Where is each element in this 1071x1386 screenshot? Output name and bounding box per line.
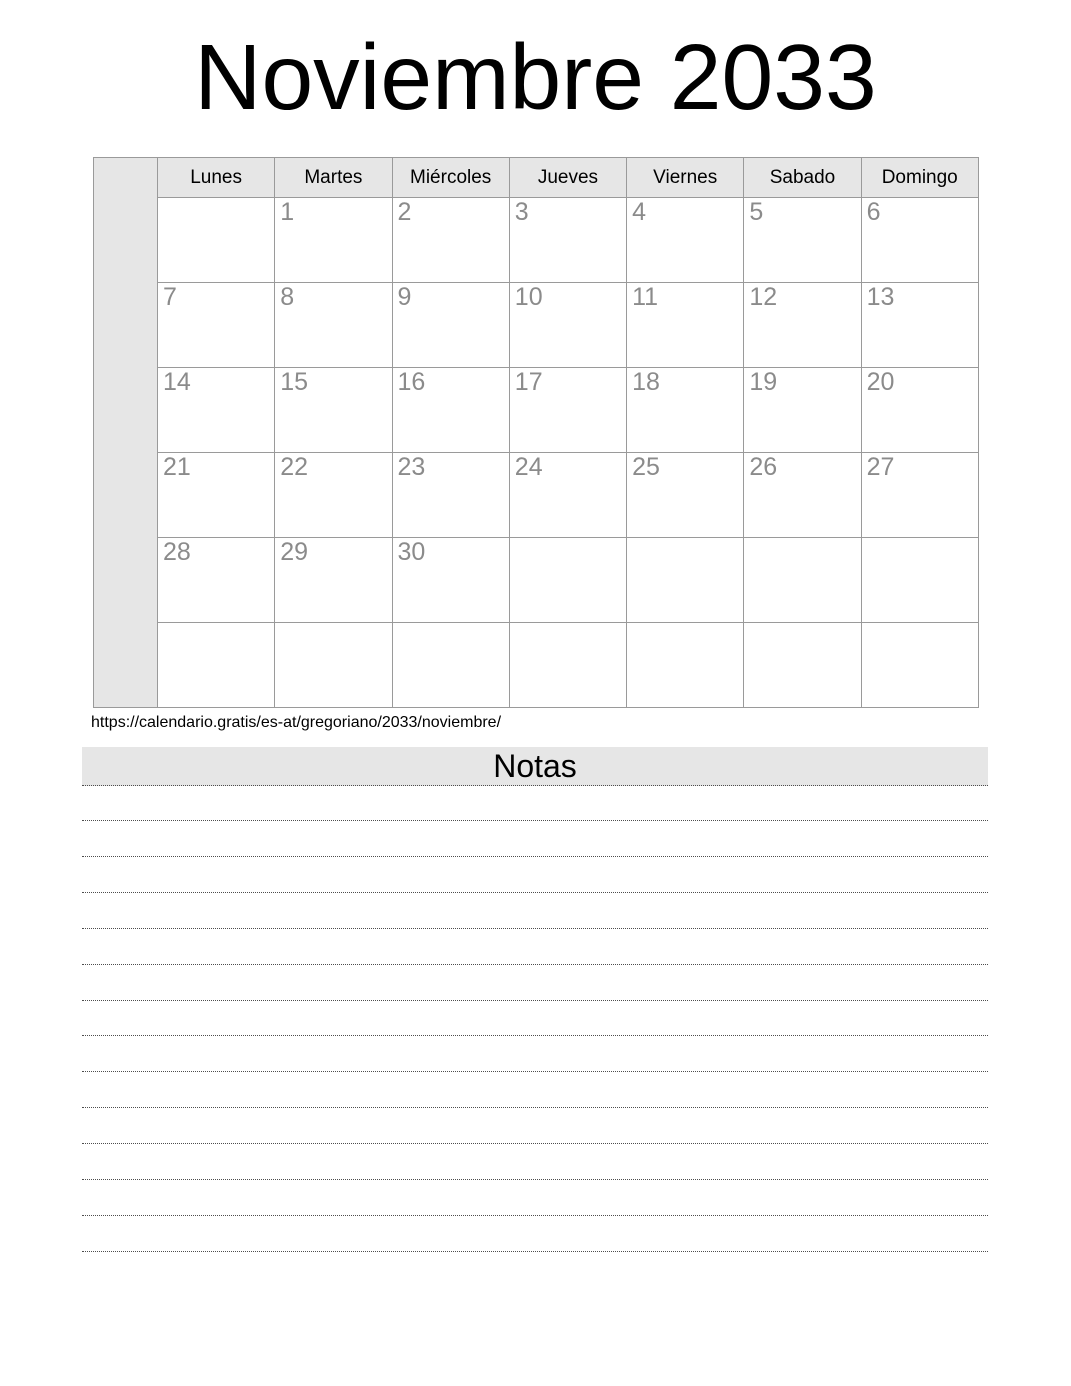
weekday-header-row (94, 158, 979, 198)
calendar-day-6: 6 (861, 198, 978, 283)
calendar-empty-cell (861, 623, 978, 708)
note-line-3 (82, 892, 988, 893)
weekday-header-7: Domingo (861, 158, 978, 198)
calendar-day-24: 24 (509, 453, 626, 538)
calendar-day-10: 10 (509, 283, 626, 368)
note-line-12 (82, 1215, 988, 1216)
calendar-day-19: 19 (744, 368, 861, 453)
calendar-day-21: 21 (158, 453, 275, 538)
calendar-day-12: 12 (744, 283, 861, 368)
calendar-empty-cell (275, 623, 392, 708)
note-line-10 (82, 1143, 988, 1144)
calendar-day-22: 22 (275, 453, 392, 538)
calendar-week-row-1 (94, 198, 979, 283)
calendar-gutter (94, 158, 158, 708)
weekday-header-6: Sabado (744, 158, 861, 198)
notes-title: Notas (493, 748, 577, 784)
note-line-1 (82, 820, 988, 821)
calendar-empty-cell (158, 623, 275, 708)
calendar-day-15: 15 (275, 368, 392, 453)
source-url-text: https://calendario.gratis/es-at/gregoriano/2033/noviembre/ (91, 714, 502, 731)
calendar-day-2: 2 (392, 198, 509, 283)
calendar-day-11: 11 (627, 283, 744, 368)
calendar-day-30: 30 (392, 538, 509, 623)
calendar-empty-cell (158, 198, 275, 283)
calendar-day-14: 14 (158, 368, 275, 453)
note-line-7 (82, 1035, 988, 1036)
weekday-header-5: Viernes (627, 158, 744, 198)
weekday-header-1: Lunes (158, 158, 275, 198)
calendar-day-16: 16 (392, 368, 509, 453)
note-line-8 (82, 1071, 988, 1072)
calendar-empty-cell (861, 538, 978, 623)
calendar-day-23: 23 (392, 453, 509, 538)
weekday-header-2: Martes (275, 158, 392, 198)
calendar-day-13: 13 (861, 283, 978, 368)
calendar-day-3: 3 (509, 198, 626, 283)
calendar-week-row-4 (94, 453, 979, 538)
calendar-empty-cell (627, 538, 744, 623)
calendar-day-17: 17 (509, 368, 626, 453)
calendar-day-28: 28 (158, 538, 275, 623)
note-line-9 (82, 1107, 988, 1108)
calendar-day-25: 25 (627, 453, 744, 538)
calendar-empty-cell (509, 538, 626, 623)
calendar-day-20: 20 (861, 368, 978, 453)
calendar-week-row-5 (94, 538, 979, 623)
calendar-empty-cell (744, 538, 861, 623)
calendar-day-26: 26 (744, 453, 861, 538)
calendar-day-1: 1 (275, 198, 392, 283)
note-line-5 (82, 964, 988, 965)
calendar-empty-cell (744, 623, 861, 708)
calendar-table (93, 157, 979, 708)
calendar-week-row-6 (94, 623, 979, 708)
calendar-week-row-3 (94, 368, 979, 453)
page-title: Noviembre 2033 (194, 25, 877, 129)
calendar-day-4: 4 (627, 198, 744, 283)
note-line-13 (82, 1251, 988, 1252)
weekday-header-3: Miércoles (392, 158, 509, 198)
calendar-empty-cell (509, 623, 626, 708)
calendar-empty-cell (392, 623, 509, 708)
calendar-day-27: 27 (861, 453, 978, 538)
calendar-day-5: 5 (744, 198, 861, 283)
calendar-grid (94, 158, 979, 708)
calendar-day-8: 8 (275, 283, 392, 368)
note-line-4 (82, 928, 988, 929)
note-line-6 (82, 1000, 988, 1001)
calendar-day-9: 9 (392, 283, 509, 368)
note-line-11 (82, 1179, 988, 1180)
calendar-day-29: 29 (275, 538, 392, 623)
calendar-week-row-2 (94, 283, 979, 368)
notes-header-bar (82, 747, 988, 786)
calendar-day-18: 18 (627, 368, 744, 453)
calendar-day-7: 7 (158, 283, 275, 368)
weekday-header-4: Jueves (509, 158, 626, 198)
calendar-empty-cell (627, 623, 744, 708)
note-line-2 (82, 856, 988, 857)
